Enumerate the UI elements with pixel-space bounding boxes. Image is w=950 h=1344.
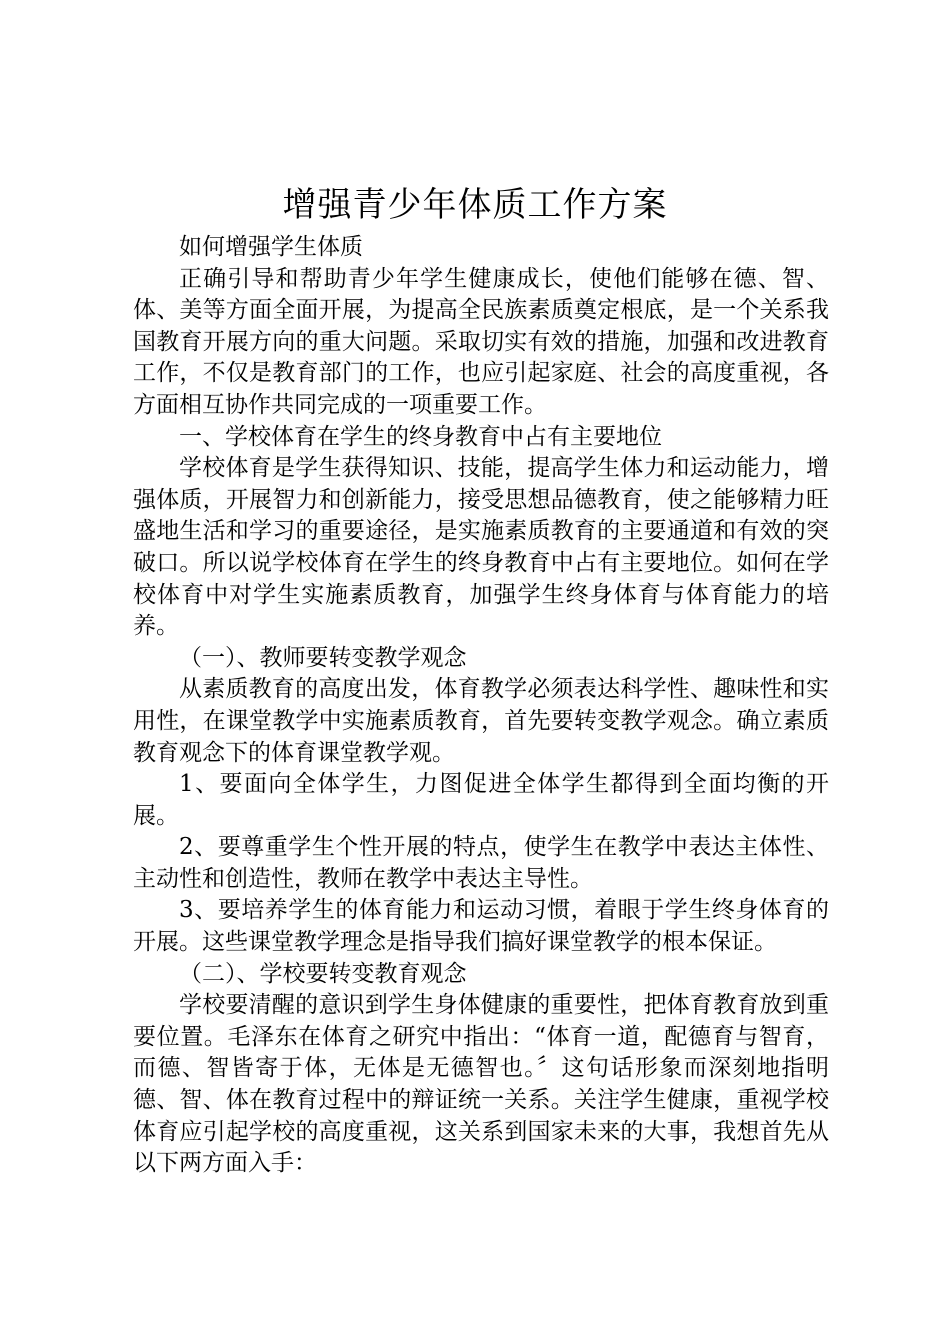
section-heading-1: 一、学校体育在学生的终身教育中占有主要地位 bbox=[179, 423, 662, 450]
list-item: 3、要培养学生的体育能力和运动习惯，着眼于学生终身体育的开展。这些课堂教学理念是指导我们搞好课堂教学的根本保证。 bbox=[133, 897, 829, 956]
document-body bbox=[133, 232, 829, 1180]
paragraph: 从素质教育的高度出发，体育教学必须表达科学性、趣味性和实用性，在课堂教学中实施素质教育，首先要转变教学观念。确立素质教育观念下的体育课堂教学观。 bbox=[133, 676, 829, 766]
subsection-heading-2: （二）、学校要转变教育观念 bbox=[179, 960, 467, 987]
paragraph-intro-heading: 如何增强学生体质 bbox=[179, 234, 363, 260]
document-title: 增强青少年体质工作方案 bbox=[282, 185, 668, 225]
list-item: 2、要尊重学生个性开展的特点，使学生在教学中表达主体性、主动性和创造性，教师在教学中表达主导性。 bbox=[133, 834, 829, 892]
list-item: 1、要面向全体学生，力图促进全体学生都得到全面均衡的开展。 bbox=[133, 771, 829, 829]
subsection-heading-1: （一）、教师要转变教学观念 bbox=[179, 644, 467, 671]
paragraph: 正确引导和帮助青少年学生健康成长，使他们能够在德、智、体、美等方面全面开展，为提高全民族素质奠定根底，是一个关系我国教育开展方向的重大问题。采取切实有效的措施，加强和改进教育工作，不仅是教育部门的工作，也应引起家庭、社会的高度重视，各方面相互协作共同完成的一项重要工作。 bbox=[133, 265, 829, 418]
paragraph: 学校体育是学生获得知识、技能，提高学生体力和运动能力，增强体质，开展智力和创新能力，接受思想品德教育，使之能够精力旺盛地生活和学习的重要途径，是实施素质教育的主要通道和有效的突破口。所以说学校体育在学生的终身教育中占有主要地位。如何在学校体育中对学生实施素质教育，加强学生终身体育与体育能力的培养。 bbox=[133, 455, 829, 640]
paragraph: 学校要清醒的意识到学生身体健康的重要性，把体育教育放到重要位置。毛泽东在体育之研究中指出：“体育一道，配德育与智育，而德、智皆寄于体，无体是无德智也。〞这句话形象而深刻地指明德、智、体在教育过程中的辩证统一关系。关注学生健康，重视学校体育应引起学校的高度重视，这关系到国家未来的大事，我想首先从以下两方面入手： bbox=[133, 992, 829, 1177]
